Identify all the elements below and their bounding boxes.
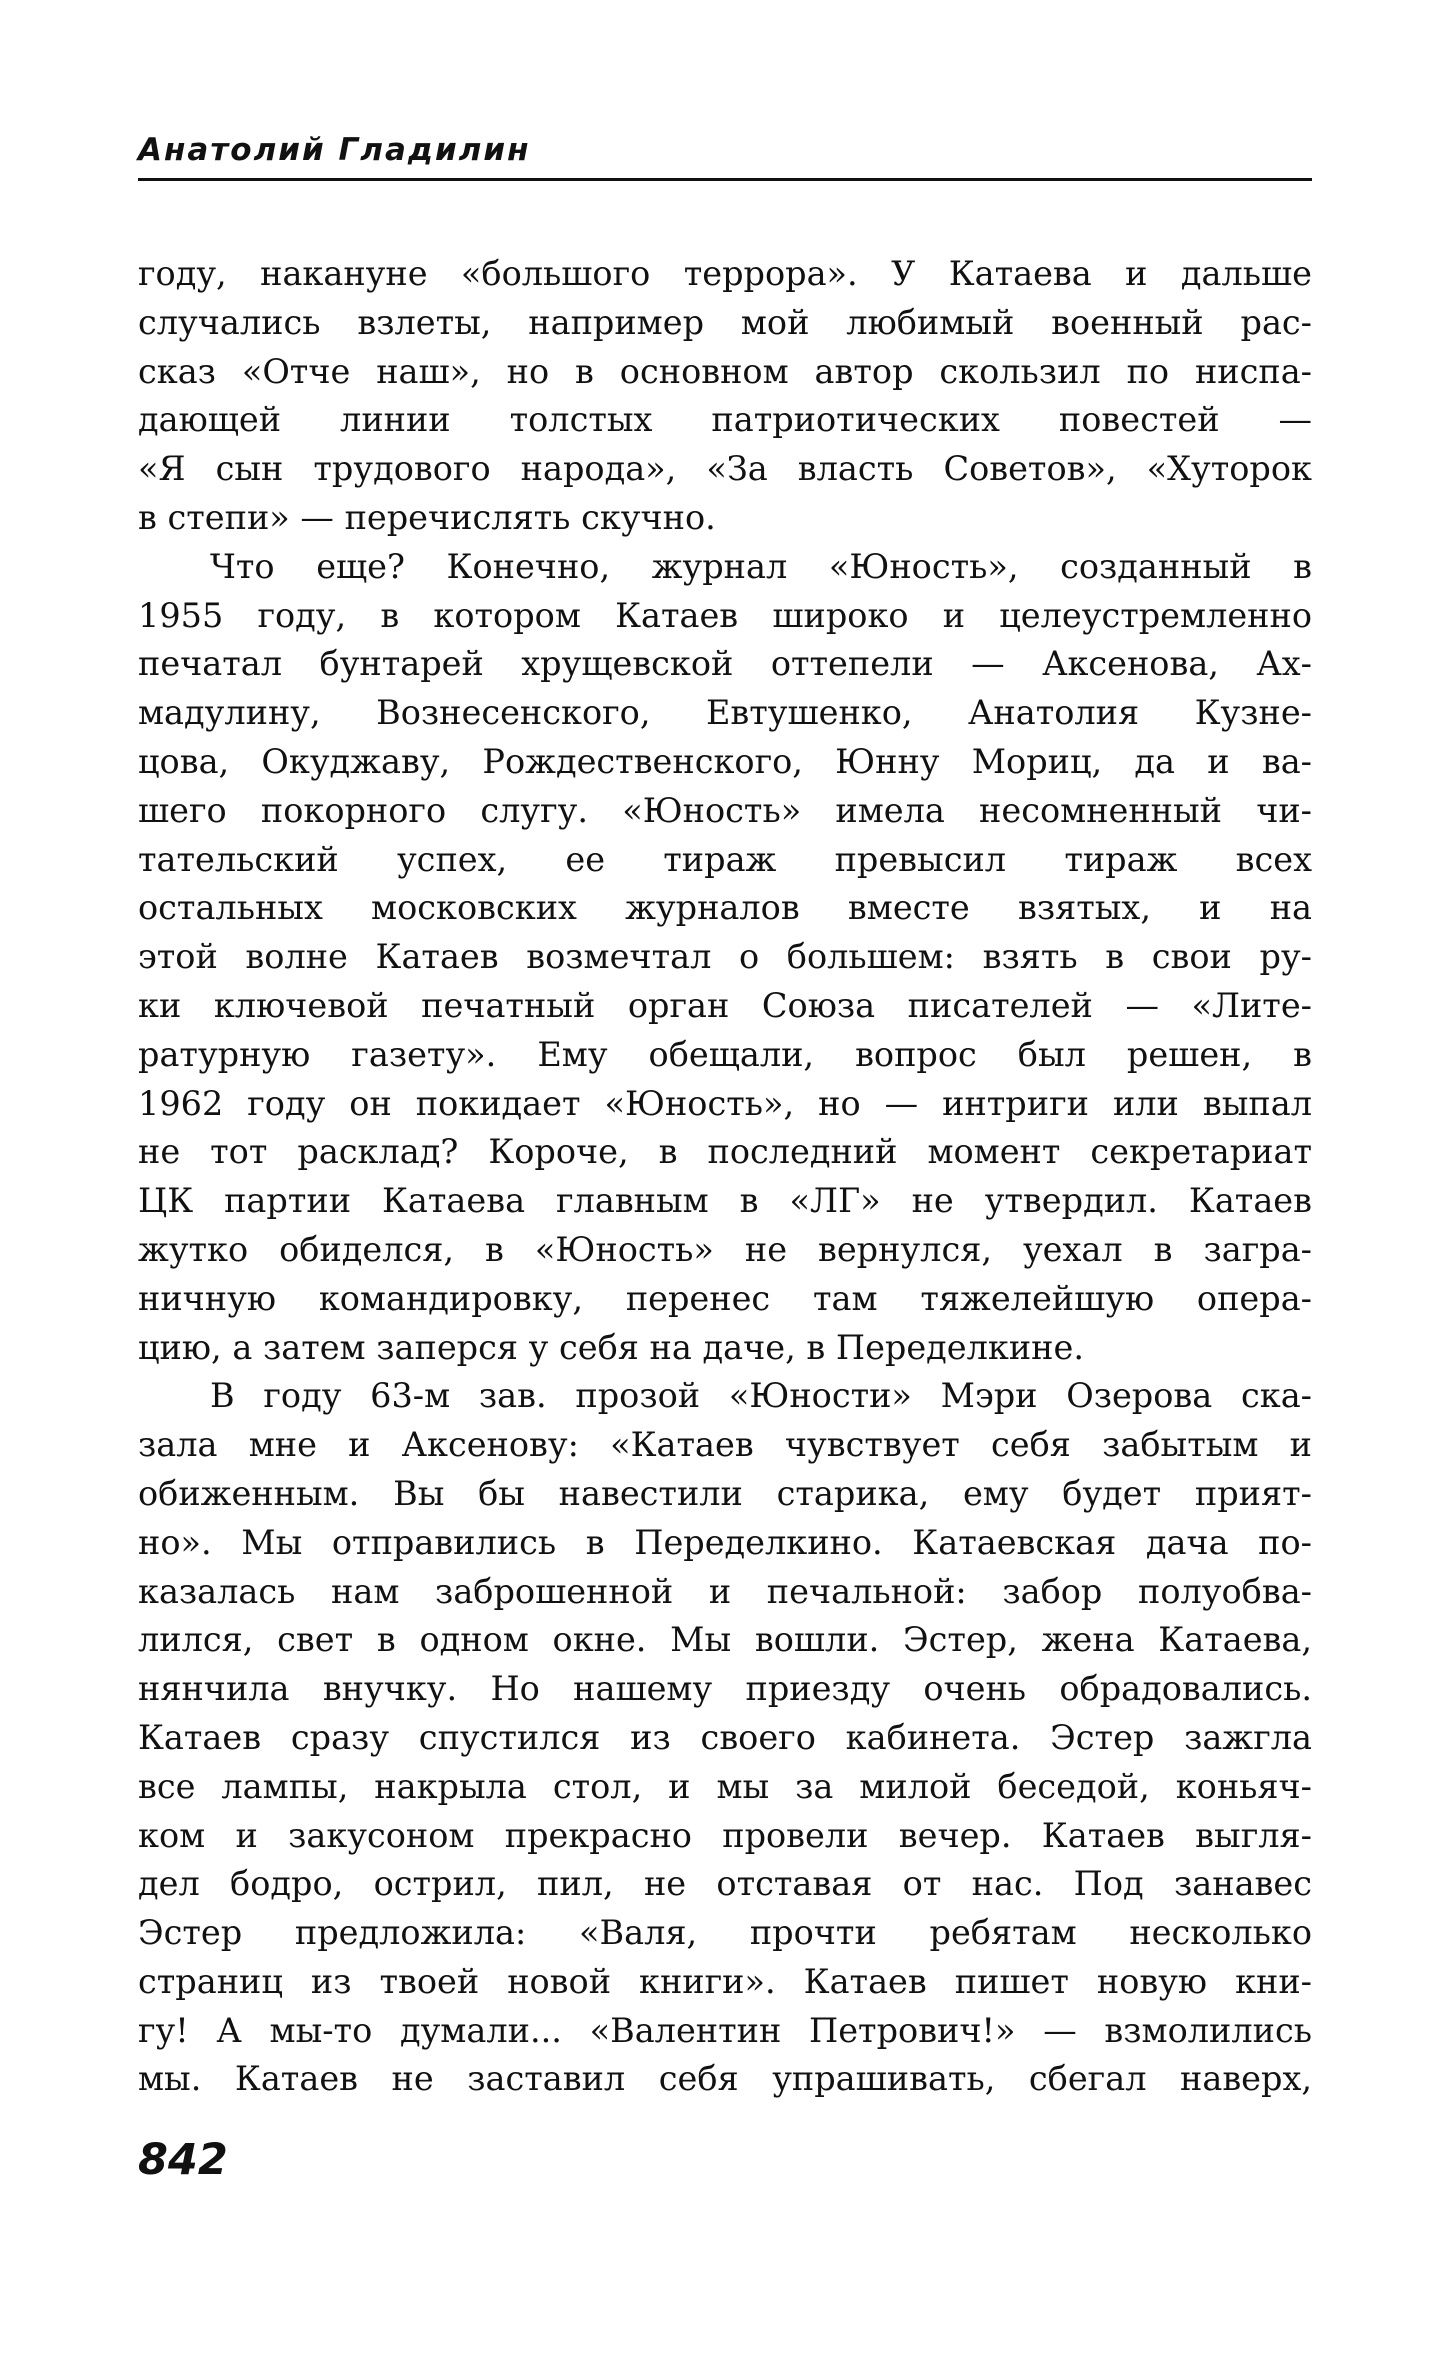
text-line: дел бодро, острил, пил, не отставая от нас. Под занавес: [138, 1864, 1312, 1904]
text-line: зала мне и Аксенову: «Катаев чувствует себя забытым и: [138, 1425, 1312, 1465]
text-line: дающей линии толстых патриотических повестей —: [138, 400, 1312, 440]
text-line: печатал бунтарей хрущевской оттепели — Аксенова, Ах-: [138, 644, 1312, 684]
text-line: ком и закусоном прекрасно провели вечер. Катаев выгля-: [138, 1815, 1312, 1855]
text-line: случались взлеты, например мой любимый военный рас-: [138, 302, 1312, 342]
text-line: нянчила внучку. Но нашему приезду очень обрадовались.: [138, 1669, 1312, 1709]
text-line: казалась нам заброшенной и печальной: забор полуобва-: [138, 1571, 1312, 1611]
text-line: тательский успех, ее тираж превысил тираж всех: [138, 839, 1312, 879]
text-line: 1955 году, в котором Катаев широко и целеустремленно: [138, 595, 1312, 635]
text-line: шего покорного слугу. «Юность» имела несомненный чи-: [138, 790, 1312, 830]
text-line: страниц из твоей новой книги». Катаев пишет новую кни-: [138, 1961, 1312, 2001]
text-line: ничную командировку, перенес там тяжелейшую опера-: [138, 1278, 1312, 1318]
text-line: все лампы, накрыла стол, и мы за милой беседой, коньяч-: [138, 1766, 1312, 1806]
text-line: ратурную газету». Ему обещали, вопрос был решен, в: [138, 1034, 1312, 1074]
text-line: цова, Окуджаву, Рождественского, Юнну Мориц, да и ва-: [138, 741, 1312, 781]
text-line: не тот расклад? Короче, в последний момент секретариат: [138, 1132, 1312, 1172]
text-line: цию, а затем заперся у себя на даче, в Переделкине.: [138, 1327, 1084, 1367]
text-line: этой волне Катаев возмечтал о большем: взять в свои ру-: [138, 937, 1312, 977]
text-line: сказ «Отче наш», но в основном автор скользил по ниспа-: [138, 351, 1312, 391]
text-line: лился, свет в одном окне. Мы вошли. Эстер, жена Катаева,: [138, 1620, 1312, 1660]
text-line: 1962 году он покидает «Юность», но — интриги или выпал: [138, 1083, 1312, 1123]
text-line: в степи» — перечислять скучно.: [138, 497, 716, 537]
page-number: 842: [138, 2135, 228, 2185]
text-line: ки ключевой печатный орган Союза писателей — «Лите-: [138, 985, 1312, 1025]
running-head: [138, 128, 1312, 181]
text-line: но». Мы отправились в Переделкино. Катаевская дача по-: [138, 1522, 1312, 1562]
text-line: ЦК партии Катаева главным в «ЛГ» не утвердил. Катаев: [138, 1181, 1312, 1221]
text-line: жутко обиделся, в «Юность» не вернулся, уехал в загра-: [138, 1229, 1312, 1269]
body-text: [138, 250, 1312, 2104]
running-head-author: Анатолий Гладилин: [138, 132, 531, 168]
text-line: обиженным. Вы бы навестили старика, ему будет прият-: [138, 1473, 1312, 1513]
text-line: Что еще? Конечно, журнал «Юность», созданный в: [210, 546, 1312, 586]
text-line: Катаев сразу спустился из своего кабинета. Эстер зажгла: [138, 1717, 1312, 1757]
text-line: остальных московских журналов вместе взятых, и на: [138, 888, 1312, 928]
text-line: Эстер предложила: «Валя, прочти ребятам несколько: [138, 1913, 1312, 1953]
text-line: мы. Катаев не заставил себя упрашивать, сбегал наверх,: [138, 2059, 1312, 2099]
text-line: году, накануне «большого террора». У Катаева и дальше: [138, 254, 1312, 293]
text-line: гу! А мы-то думали... «Валентин Петрович!» — взмолились: [138, 2010, 1312, 2050]
text-line: В году 63-м зав. прозой «Юности» Мэри Озерова ска-: [210, 1376, 1312, 1416]
text-line: «Я сын трудового народа», «За власть Советов», «Хуторок: [138, 449, 1312, 489]
text-line: мадулину, Вознесенского, Евтушенко, Анатолия Кузне-: [138, 693, 1312, 733]
